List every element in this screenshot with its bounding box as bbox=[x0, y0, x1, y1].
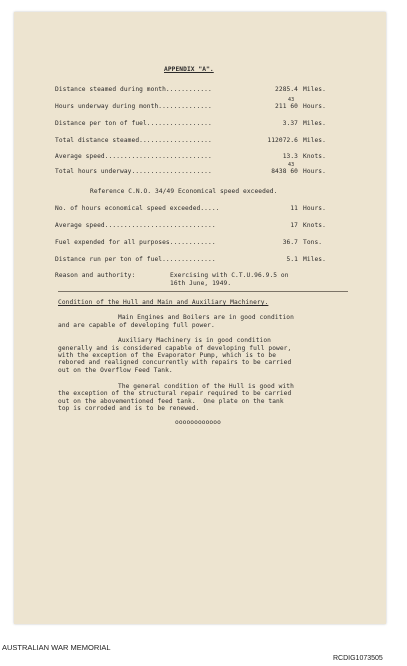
reason-text-line1: Exercising with C.T.U.96.9.5 on bbox=[170, 272, 289, 279]
para2-line1: Auxiliary Machinery is in good condition bbox=[118, 337, 272, 344]
stat-unit-average-speed: Knots. bbox=[303, 153, 326, 160]
para3-line4: top is corroded and is to be renewed. bbox=[58, 405, 200, 412]
stat-value-hours-month: 211 60 bbox=[275, 103, 298, 110]
econ-value-average-speed: 17 bbox=[290, 222, 298, 229]
para3-line1: The general condition of the Hull is good with bbox=[118, 383, 294, 390]
para1-line2: and are capable of developing full power. bbox=[58, 322, 215, 329]
para3-line2: the exception of the structural repair required to be carried bbox=[58, 390, 292, 397]
stat-label-total-hours: Total hours underway..................... bbox=[55, 168, 212, 175]
stat-unit-hours-month: Hours. bbox=[303, 103, 326, 110]
stat-label-distance-per-ton: Distance per ton of fuel................. bbox=[55, 120, 212, 127]
reference-line: Reference C.N.O. 34/49 Economical speed exceeded. bbox=[90, 188, 278, 195]
stat-value-total-hours: 8438 60 bbox=[271, 168, 298, 175]
stat-label-distance-month: Distance steamed during month............ bbox=[55, 86, 212, 93]
stat-label-average-speed: Average speed............................ bbox=[55, 153, 212, 160]
footer-right: RCDIG1073505 bbox=[333, 655, 383, 662]
footer-left: AUSTRALIAN WAR MEMORIAL bbox=[2, 643, 111, 652]
econ-value-fuel-expended: 36.7 bbox=[282, 239, 298, 246]
para2-line3: with the exception of the Evaporator Pump, which is to be bbox=[58, 352, 277, 359]
stat-unit-distance-month: Miles. bbox=[303, 86, 326, 93]
fraction-mark: 43 bbox=[288, 162, 295, 168]
reason-text-line2: 16th June, 1949. bbox=[170, 280, 232, 287]
econ-unit-average-speed: Knots. bbox=[303, 222, 326, 229]
document-page bbox=[14, 12, 386, 624]
stat-value-distance-per-ton: 3.37 bbox=[282, 120, 298, 127]
stat-value-distance-month: 2285.4 bbox=[275, 86, 298, 93]
econ-unit-distance-per-ton: Miles. bbox=[303, 256, 326, 263]
divider-line bbox=[58, 291, 348, 292]
para2-line2: generally and is considered capable of developing full power, bbox=[58, 345, 292, 352]
condition-heading: Condition of the Hull and Main and Auxiliary Machinery. bbox=[58, 299, 269, 306]
stat-value-total-distance: 112072.6 bbox=[267, 137, 298, 144]
reason-label: Reason and authority: bbox=[55, 272, 136, 279]
stat-label-total-distance: Total distance steamed................... bbox=[55, 137, 212, 144]
stat-value-average-speed: 13.3 bbox=[282, 153, 298, 160]
econ-value-hours-exceeded: 11 bbox=[290, 205, 298, 212]
econ-unit-fuel-expended: Tons. bbox=[303, 239, 323, 246]
para1-line1: Main Engines and Boilers are in good condition bbox=[118, 314, 294, 321]
para2-line5: out on the Overflow Feed Tank. bbox=[58, 367, 173, 374]
stat-label-hours-month: Hours underway during month.............. bbox=[55, 103, 212, 110]
para2-line4: rebored and realigned concurrently with repairs to be carried bbox=[58, 359, 292, 366]
stat-unit-total-distance: Miles. bbox=[303, 137, 326, 144]
fraction-mark: 43 bbox=[288, 97, 295, 103]
appendix-title: APPENDIX "A". bbox=[164, 66, 214, 73]
stat-unit-distance-per-ton: Miles. bbox=[303, 120, 326, 127]
econ-label-distance-per-ton: Distance run per ton of fuel.............. bbox=[55, 256, 216, 263]
stat-unit-total-hours: Hours. bbox=[303, 168, 326, 175]
econ-label-average-speed: Average speed............................. bbox=[55, 222, 216, 229]
econ-unit-hours-exceeded: Hours. bbox=[303, 205, 326, 212]
econ-label-hours-exceeded: No. of hours economical speed exceeded..... bbox=[55, 205, 220, 212]
econ-value-distance-per-ton: 5.1 bbox=[286, 256, 298, 263]
econ-label-fuel-expended: Fuel expended for all purposes............ bbox=[55, 239, 216, 246]
para3-line3: out on the abovementioned feed tank. One plate on the tank bbox=[58, 398, 284, 405]
end-marker: oooooooooooo bbox=[175, 419, 221, 426]
